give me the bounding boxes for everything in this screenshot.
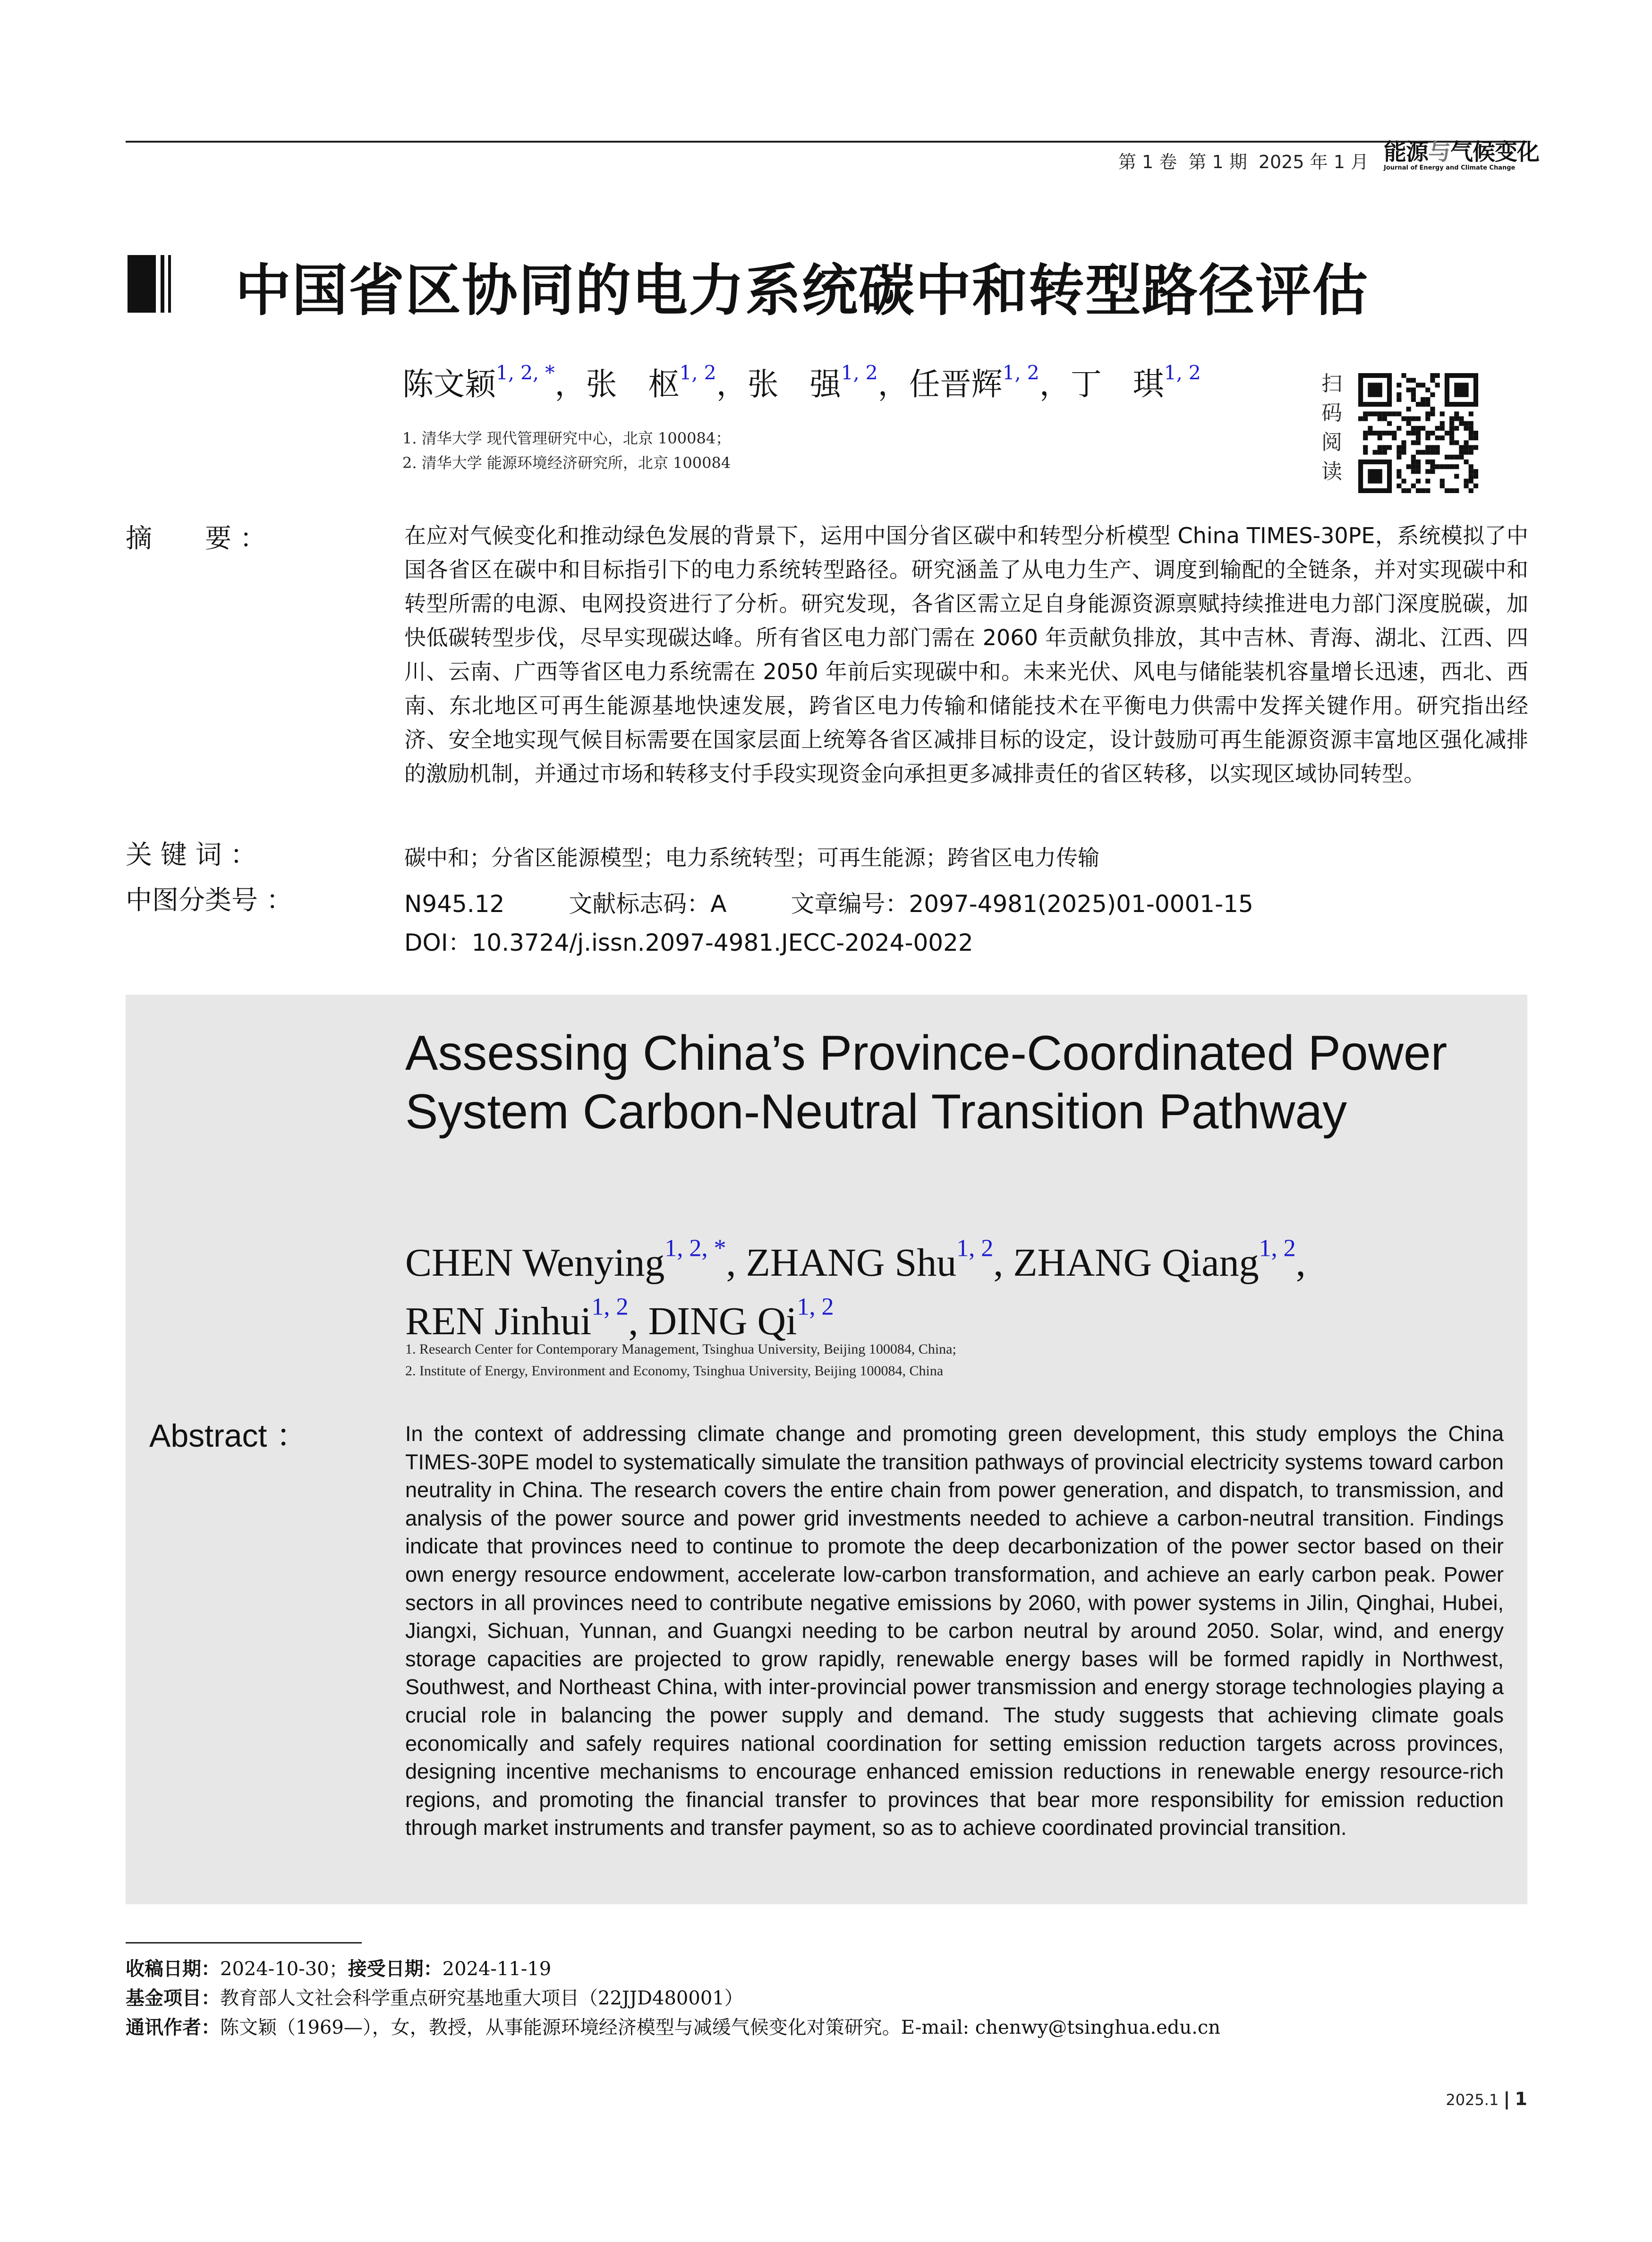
doi-link[interactable]: DOI：10.3724/j.issn.2097-4981.JECC-2024-0022 <box>404 929 973 956</box>
affiliation-marker: 1, 2 <box>591 1293 629 1321</box>
affiliation-marker: 1, 2 <box>1259 1235 1296 1262</box>
article-title-cn: 中国省区协同的电力系统碳中和转型路径评估 <box>235 258 1369 323</box>
scan-to-read-label: 扫 码 阅 读 <box>1321 372 1342 484</box>
document-code: 文献标志码：A <box>569 890 727 918</box>
article-number: 文章编号：2097-4981(2025)01-0001-15 <box>791 890 1253 918</box>
keywords-cn: 碳中和；分省区能源模型；电力系统转型；可再生能源；跨省区电力传输 <box>404 845 1099 870</box>
cn-author-5: 丁 琪$^{1, 2}$ <box>1070 361 1201 402</box>
issue-info: 第 1 卷 第 1 期 2025 年 1 月 <box>1118 152 1369 172</box>
corresponding-author-line: 通讯作者：陈文颖（1969—），女，教授，从事能源环境经济模型与减缓气候变化对策研究。E-mail: chenwy@tsinghua.edu.cn <box>126 2017 1221 2038</box>
affiliation-marker: 1, 2 <box>797 1293 834 1321</box>
classification-line <box>404 885 1310 919</box>
footnote-rule <box>126 1942 362 1944</box>
en-author-4: REN Jinhui$^{1, 2}$ <box>405 1293 629 1344</box>
abstract-en-label: Abstract ： <box>149 1418 308 1454</box>
affiliation-marker: 1, 2 <box>841 361 878 384</box>
affiliations-cn <box>402 426 731 475</box>
en-author-3: ZHANG Qiang$^{1, 2}$ <box>1013 1235 1296 1285</box>
cn-author-1: 陈文颖$^{1, 2, *}$ <box>402 361 555 402</box>
en-author-1: CHEN Wenying$^{1, 2, *}$ <box>405 1235 726 1285</box>
abstract-cn-label: 摘 要 ： <box>126 523 266 554</box>
page-number: 2025.1 | 1 <box>1446 2089 1527 2109</box>
abstract-en: In the context of addressing climate change and promoting green development, this study employs the China TIMES-30PE model to systematically simulate the transition pathways of provincial electricity systems toward carbon neutrality in China. The research covers the entire chain from power generation, and dispatch, to transmission, and analysis of the power source and power grid investments needed to achieve a carbon-neutral transition. Findings indicate that provinces need to continue to promote the deep decarbonization of the power sector based on their own energy resource endowment, accelerate low-carbon transformation, and achieve an early carbon peak. Power sectors in all provinces need to contribute negative emissions by 2060, with power systems in Jilin, Qinghai, Hubei, Jiangxi, Sichuan, Yunnan, and Guangxi needing to be carbon neutral by around 2050. Solar, wind, and energy storage capacities are projected to grow rapidly, renewable energy bases will be formed rapidly in Northwest, Southwest, and Northeast China, with inter-provincial power transmission and energy storage technologies playing a crucial role in balancing the power supply and demand. The study suggests that achieving climate goals economically and safely requires national coordination for setting emission reduction targets across provinces, designing incentive mechanisms to encourage enhanced emission reductions in renewable energy resource-rich regions, and promoting the financial transfer to provinces that bear more responsibility for emission reduction through market instruments and transfer payment, so as to achieve coordinated provincial transition. <box>405 1422 1504 1840</box>
qr-code-icon[interactable] <box>1358 373 1478 493</box>
affiliations-en <box>405 1338 956 1382</box>
article-title-en: Assessing China’s Province-Coordinated Power System Carbon-Neutral Transition Pathway <box>405 1026 1448 1139</box>
en-author-5: DING Qi$^{1, 2}$ <box>648 1293 834 1344</box>
affiliation-marker: 1, 2 <box>1164 361 1201 384</box>
footnotes <box>126 1954 1220 2042</box>
journal-logo-en: Journal of Energy and Climate Change <box>1384 164 1516 171</box>
affiliation-cn-2: 2. 清华大学 能源环境经济研究所，北京 100084 <box>402 454 731 472</box>
affiliation-marker: 1, 2, * <box>664 1235 726 1262</box>
en-author-2: ZHANG Shu$^{1, 2}$ <box>746 1235 994 1285</box>
affiliation-marker: 1, 2 <box>1002 361 1039 384</box>
clc-number: N945.12 <box>404 890 505 918</box>
authors-cn: 陈文颖$^{1, 2, *}$，张 枢$^{1, 2}$，张 强$^{1, 2}$，任晋辉$^{1, 2}$，丁 琪$^{1, 2}$ <box>402 361 1201 402</box>
cn-author-2: 张 枢$^{1, 2}$ <box>586 361 716 402</box>
authors-en: CHEN Wenying$^{1, 2, *}$, ZHANG Shu$^{1, 2}$, ZHANG Qiang$^{1, 2}$, REN Jinhui$^{1, 2}$, DING Qi$^{1, 2}$ <box>405 1235 1306 1344</box>
keywords-label: 关 键 词 ： <box>126 840 257 870</box>
classification-label: 中图分类号 ： <box>126 885 293 916</box>
fund-line: 基金项目：教育部人文社会科学重点研究基地重大项目（22JJD480001） <box>126 1987 743 2009</box>
header-rule <box>126 141 1527 143</box>
affiliation-marker: 1, 2, * <box>496 361 555 384</box>
affiliation-marker: 1, 2 <box>956 1235 994 1262</box>
affiliation-en-1: 1. Research Center for Contemporary Management, Tsinghua University, Beijing 100084, China; <box>405 1341 956 1357</box>
affiliation-cn-1: 1. 清华大学 现代管理研究中心，北京 100084； <box>402 429 731 447</box>
dates-line: 收稿日期：2024-10-30；接受日期：2024-11-19 <box>126 1958 552 1980</box>
title-bar-icon <box>128 255 175 313</box>
abstract-cn: 在应对气候变化和推动绿色发展的背景下，运用中国分省区碳中和转型分析模型 China TIMES-30PE，系统模拟了中国各省区在碳中和目标指引下的电力系统转型路径。研究涵盖了从电力生产、调度到输配的全链条，并对实现碳中和转型所需的电源、电网投资进行了分析。研究发现，各省区需立足自身能源资源禀赋持续推进电力部门深度脱碳，加快低碳转型步伐，尽早实现碳达峰。所有省区电力部门需在 2060 年贡献负排放，其中吉林、青海、湖北、江西、四川、云南、广西等省区电力系统需在 2050 年前后实现碳中和。未来光伏、风电与储能装机容量增长迅速，西北、西南、东北地区可再生能源基地快速发展，跨省区电力传输和储能技术在平衡电力供需中发挥关键作用。研究指出经济、安全地实现气候目标需要在国家层面上统筹各省区减排目标的设定，设计鼓励可再生能源资源丰富地区强化减排的激励机制，并通过市场和转移支付手段实现资金向承担更多减排责任的省区转移，以实现区域协同转型。 <box>404 523 1528 786</box>
affiliation-en-2: 2. Institute of Energy, Environment and Economy, Tsinghua University, Beijing 100084, China <box>405 1363 944 1379</box>
cn-author-3: 张 强$^{1, 2}$ <box>747 361 878 402</box>
cn-author-4: 任晋辉$^{1, 2}$ <box>909 361 1039 402</box>
journal-logo: 能源与气候变化 Journal of Energy and Climate Change <box>1384 139 1540 171</box>
affiliation-marker: 1, 2 <box>679 361 716 384</box>
